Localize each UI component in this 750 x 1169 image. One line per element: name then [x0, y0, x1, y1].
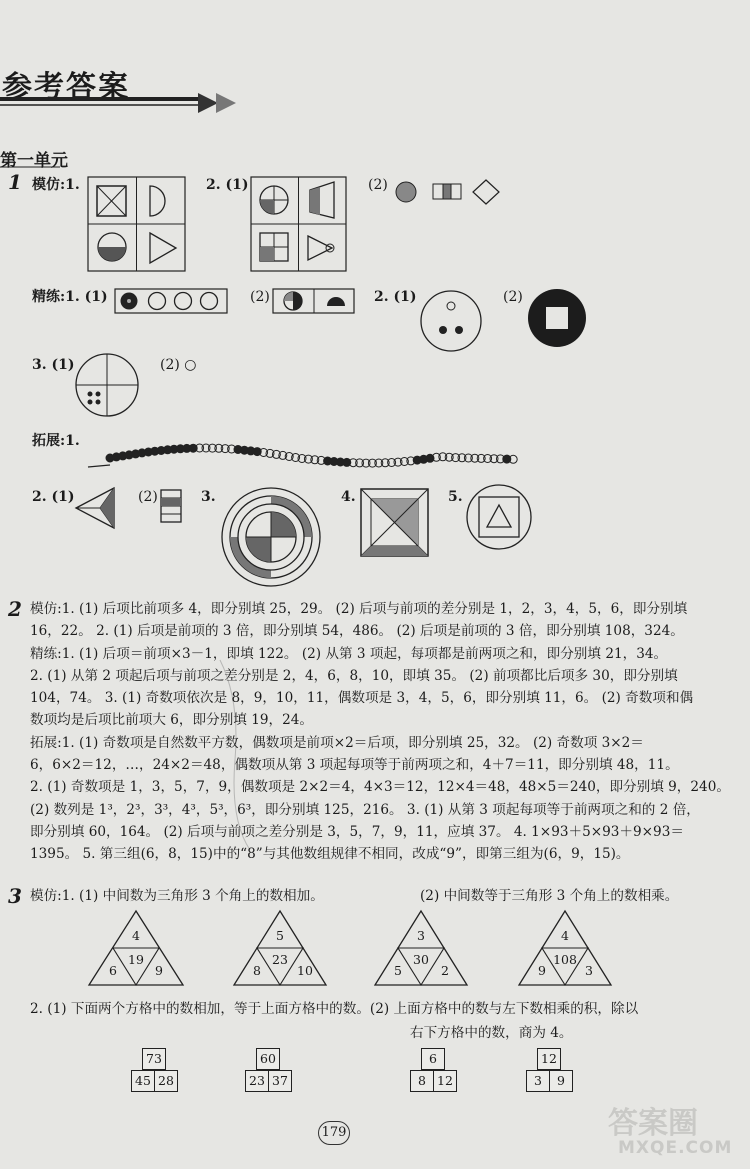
watermark-url: MXQE.COM: [618, 1138, 733, 1158]
label: 拓展:1.: [32, 433, 80, 449]
label: 2. (1): [206, 177, 249, 193]
pyramid-left: 8: [410, 1070, 434, 1092]
triangle-right: 9: [155, 963, 163, 978]
pyramid-right: 12: [433, 1070, 457, 1092]
triangle-left: 6: [109, 963, 117, 978]
pyramid-right: 37: [268, 1070, 292, 1092]
label: 4.: [341, 489, 356, 505]
pyramid-left: 3: [526, 1070, 550, 1092]
section2-text: [30, 598, 740, 866]
pyramid-right: 9: [549, 1070, 573, 1092]
label: 2. (1): [32, 489, 75, 505]
triangle-left: 9: [538, 963, 546, 978]
pyramid-top: 6: [421, 1048, 445, 1070]
watermark-logo: 答案圈: [608, 1106, 698, 1141]
text-line: 6，6×2＝12，…，24×2＝48，偶数项从第 3 项起每项等于前两项之和，4＋7＝11，即分别填 48，11。: [30, 757, 679, 774]
triangle-center: 23: [272, 952, 288, 967]
label: (2): [250, 289, 270, 305]
triangle-center: 30: [413, 952, 429, 967]
text-line: 即分别填 60，164。 (2) 后项与前项之差分别是 3，5，7，9，11，应填 37。 4. 1×93＋5×93＋9×93＝: [30, 823, 684, 840]
section-number: 3: [8, 884, 22, 908]
text-line: 2. (1) 奇数项是 1，3，5，7，9，偶数项是 2×2＝4，4×3＝12，12×4＝48，48×5＝240，即分别填 9，240。: [30, 779, 730, 796]
label: 精练:1. (1): [32, 289, 108, 305]
text-line: 右下方格中的数，商为 4。: [410, 1025, 573, 1041]
page-number: 179: [318, 1121, 350, 1145]
triangle-right: 10: [297, 963, 313, 978]
section-number: 2: [8, 597, 22, 621]
pyramid-top: 12: [537, 1048, 561, 1070]
triangle-right: 2: [441, 963, 449, 978]
text-line: 104，74。 3. (1) 奇数项依次是 8，9，10，11，偶数项是 3，4，5，6，即分别填 11，6。 (2) 奇数项和偶: [30, 690, 694, 707]
text-line: (2) 数列是 1³，2³，3³，4³，5³，6³，即分别填 125，216。 3. (1) 从第 3 项起每项等于前两项之和的 2 倍，: [30, 801, 700, 818]
text-line: 数项均是后项比前项大 6，即分别填 19，24。: [30, 712, 313, 729]
text-line: 2. (1) 从第 2 项起后项与前项之差分别是 2，4，6，8，10，即填 35。 (2) 前项都比后项多 30，即分别填: [30, 667, 678, 684]
mofang2-grid: [251, 177, 346, 271]
pyramid-top: 73: [142, 1048, 166, 1070]
label: 模仿:1.: [32, 177, 80, 193]
triangle-left: 8: [253, 963, 261, 978]
triangle-top: 3: [417, 928, 425, 943]
bead-string: [88, 444, 517, 467]
text-line: (2) 中间数等于三角形 3 个角上的数相乘。: [420, 888, 679, 904]
text-line: 模仿:1. (1) 中间数为三角形 3 个角上的数相加。: [30, 888, 324, 904]
triangle-top: 5: [276, 928, 284, 943]
triangle-center: 19: [128, 952, 144, 967]
label: 5.: [448, 489, 463, 505]
text-line: 2. (1) 下面两个方格中的数相加，等于上面方格中的数。(2) 上面方格中的数与左下数相乘的积，除以: [30, 1001, 639, 1017]
label: (2): [368, 177, 388, 193]
page-title: 参考答案: [2, 70, 130, 105]
triangle-center: 108: [553, 952, 577, 967]
mofang1-grid: [88, 177, 185, 271]
text-line: 1395。 5. 第三组(6，8，15)中的“8”与其他数组规律不相同，改成“9”，即第三组为(6，9，15)。: [30, 846, 630, 863]
triangle-top: 4: [132, 928, 140, 943]
pyramid-left: 23: [245, 1070, 269, 1092]
triangle-left: 5: [394, 963, 402, 978]
arrow-icon: [198, 93, 218, 113]
text-line: 16，22。 2. (1) 后项是前项的 3 倍，即分别填 54，486。 (2) 后项是前项的 3 倍，即分别填 108，324。: [30, 623, 684, 640]
triangle-right: 3: [585, 963, 593, 978]
unit-heading: 第一单元: [0, 151, 68, 171]
pyramid-right: 28: [154, 1070, 178, 1092]
triangle-top: 4: [561, 928, 569, 943]
section-number: 1: [8, 170, 22, 194]
label: (2): [138, 489, 158, 505]
label: 3. (1): [32, 357, 75, 373]
text-line: 模仿:1. (1) 后项比前项多 4，即分别填 25，29。 (2) 后项与前项的差分别是 1，2，3，4，5，6，即分别填: [30, 601, 688, 617]
text-line: 精练:1. (1) 后项＝前项×3－1，即填 122。 (2) 从第 3 项起，每项都是前两项之和，即分别填 21，34。: [30, 645, 668, 662]
pyramid-top: 60: [256, 1048, 280, 1070]
arrow-icon: [216, 93, 236, 113]
label: (2) ○: [160, 357, 197, 373]
label: 2. (1): [374, 289, 417, 305]
text-line: 拓展:1. (1) 奇数项是自然数平方数，偶数项是前项×2＝后项，即分别填 25，32。 (2) 奇数项 3×2＝: [30, 734, 644, 751]
label: (2): [503, 289, 523, 305]
label: 3.: [201, 489, 216, 505]
pyramid-left: 45: [131, 1070, 155, 1092]
